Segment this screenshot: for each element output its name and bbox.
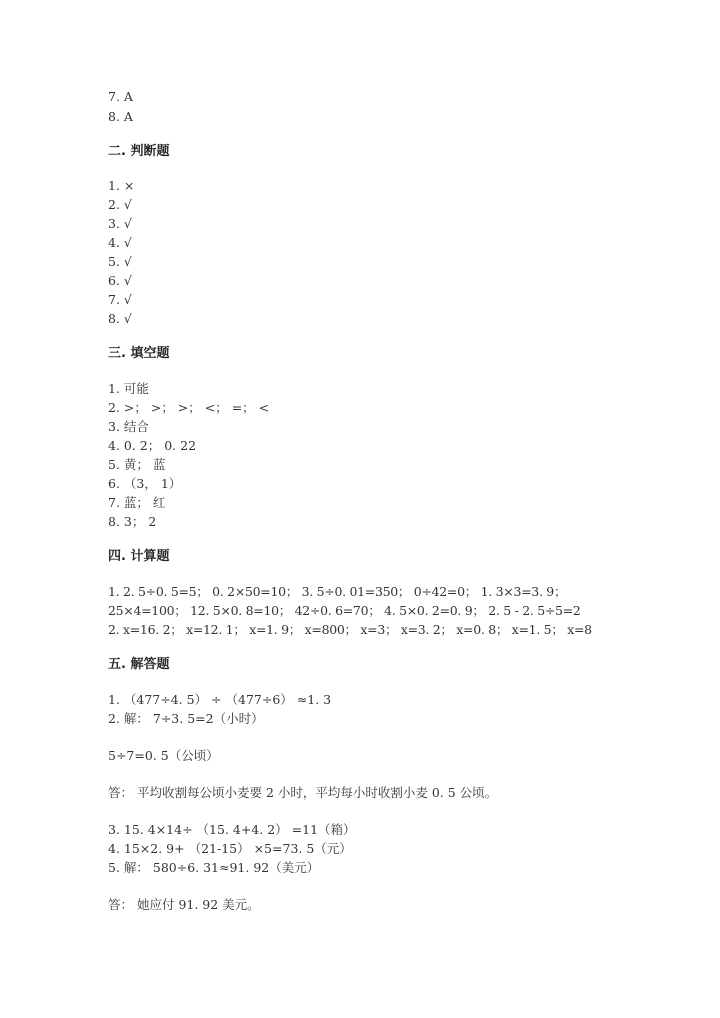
answer-line: 7. 蓝； 红 [108,495,166,510]
answer-line: 2. x=16. 2； x=12. 1； x=1. 9； x=800； x=3； x=3. 2； x=0. 8； x=1. 5； x=8 [108,622,592,637]
answer-line: 4. 0. 2； 0. 22 [108,438,197,453]
answer-line: 4. 15×2. 9+ （21-15） ×5=73. 5（元） [108,841,352,856]
answer-line: 5. 解： 580÷6. 31≈91. 92（美元） [108,860,320,875]
answer-line: 5. √ [108,254,132,269]
section-heading: 五. 解答题 [108,657,170,672]
answer-line: 6. √ [108,273,132,288]
answer-line: 2. 解： 7÷3. 5=2（小时） [108,711,264,726]
answer-line: 1. × [108,178,135,193]
answer-line: 7. √ [108,292,132,307]
answer-line: 2. >； >； >； <； =； < [108,400,270,415]
answer-line: 8. √ [108,311,132,326]
answer-line: 1. 可能 [108,381,149,396]
answer-line: 8. A [108,109,133,124]
answer-line: 7. A [108,89,133,104]
answer-line: 2. √ [108,197,132,212]
answer-line: 3. 15. 4×14÷ （15. 4+4. 2） =11（箱） [108,822,356,837]
answer-line: 5. 黄； 蓝 [108,457,166,472]
answer-line: 答： 她应付 91. 92 美元。 [108,897,260,912]
answer-line: 3. √ [108,216,132,231]
answer-line: 1. （477÷4. 5） ÷ （477÷6） ≈1. 3 [108,692,332,707]
answer-line: 5÷7=0. 5（公顷） [108,748,219,763]
answer-line: 8. 3； 2 [108,514,157,529]
answer-line: 1. 2. 5÷0. 5=5； 0. 2×50=10； 3. 5÷0. 01=350； 0÷42=0； 1. 3×3=3. 9； [108,584,567,599]
answer-line: 3. 结合 [108,419,149,434]
answer-line: 6. （3， 1） [108,476,182,491]
section-heading: 四. 计算题 [108,549,170,564]
section-heading: 三. 填空题 [108,346,170,361]
section-heading: 二. 判断题 [108,144,170,159]
answer-line: 答： 平均收割每公顷小麦要 2 小时，平均每小时收割小麦 0. 5 公顷。 [108,785,498,800]
answer-line: 25×4=100； 12. 5×0. 8=10； 42÷0. 6=70； 4. 5×0. 2=0. 9； 2. 5 - 2. 5÷5=2 [108,603,581,618]
answer-line: 4. √ [108,235,132,250]
